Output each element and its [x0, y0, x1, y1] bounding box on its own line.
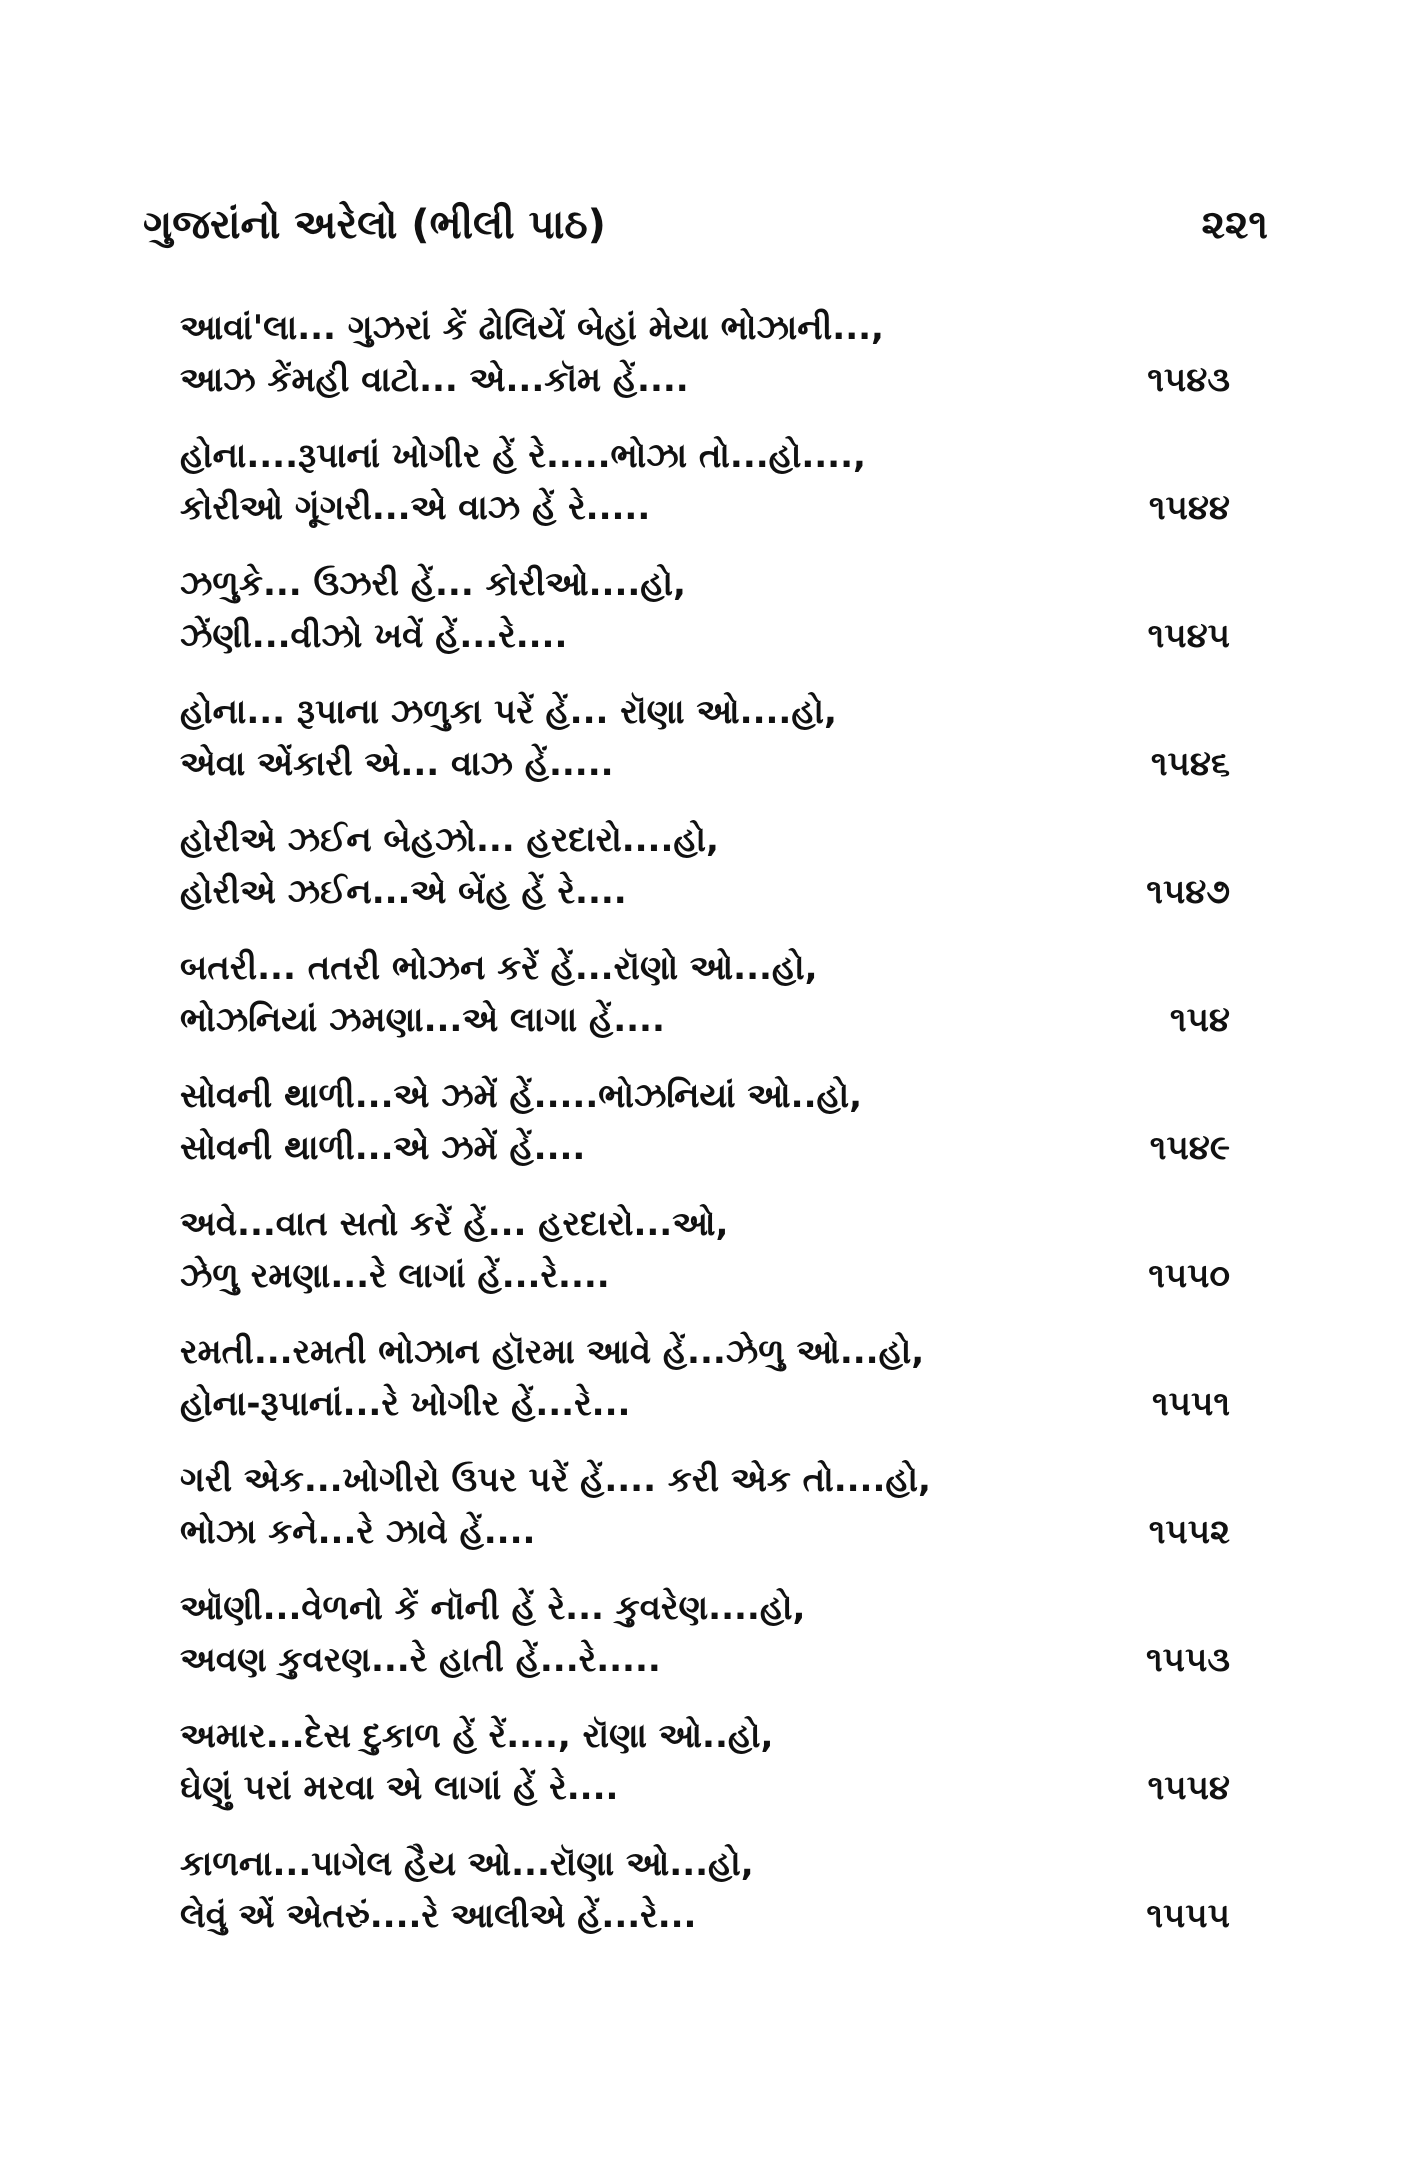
verse-line: હોના-રૂપાનાં...રે ખોગીર હેં...રે...	[180, 1384, 631, 1424]
verse-line: રમતી...રમતી ભોઝાન હૉરમા આવે હેં...ઝેળુ ઓ...હો,	[180, 1332, 925, 1372]
stanza	[180, 686, 1230, 814]
stanza	[180, 302, 1230, 430]
verse-line: સોવની થાળી...એ ઝમેં હેં.....ભોઝનિયાં ઓ..હો,	[180, 1076, 863, 1116]
verse-line: ઝળુકે... ઉઝરી હેં... કોરીઓ....હો,	[180, 564, 686, 604]
verse-number: ૧૫૫૦	[1148, 1256, 1230, 1296]
stanza	[180, 1582, 1230, 1710]
verse-line: હોરીએ ઝઈન...એ બેંહ હેં રે....	[180, 872, 627, 912]
verse-line: બતરી... તતરી ભોઝન કરેં હેં...રૉણો ઓ...હો,	[180, 948, 818, 988]
verse-number: ૧૫૪૯	[1149, 1128, 1230, 1168]
verse-number: ૧૫૪૩	[1147, 360, 1230, 400]
verse-line: હોરીએ ઝઈન બેહઝો... હરદારો....હો,	[180, 820, 719, 860]
page-number: ૨૨૧	[1201, 202, 1268, 248]
verse-number: ૧૫૫૪	[1147, 1768, 1230, 1808]
verse-line: કાળના...પાગેલ હૈય ઓ...રૉણા ઓ...હો,	[180, 1844, 754, 1884]
verse-line: આવાં'લા... ગુઝરાં કેં ઢોલિયેં બેહાં મેયા ભોઝાની...,	[180, 308, 884, 348]
verse-line: ગરી એક...ખોગીરો ઉપર પરેં હેં.... કરી એક તો....હો,	[180, 1460, 931, 1500]
stanza	[180, 1070, 1230, 1198]
stanza	[180, 430, 1230, 558]
verse-number: ૧૫૪૬	[1150, 744, 1230, 784]
verse-number: ૧૫૫૩	[1146, 1640, 1230, 1680]
verse-line: ભોઝનિયાં ઝમણા...એ લાગા હેં....	[180, 1000, 665, 1040]
verse-number: ૧૫૫૫	[1146, 1896, 1230, 1936]
verse-number: ૧૫૫૧	[1152, 1384, 1230, 1424]
verse-line: ઝેંણી...વીઝો ખવેં હેં...રે....	[180, 616, 568, 656]
verse-number: ૧૫૫૨	[1148, 1512, 1230, 1552]
verse-line: સોવની થાળી...એ ઝમેં હેં....	[180, 1128, 586, 1168]
verse-line: કોરીઓ ગૂંગરી...એ વાઝ હેં રે.....	[180, 488, 651, 528]
stanza	[180, 942, 1230, 1070]
stanza	[180, 558, 1230, 686]
stanza	[180, 814, 1230, 942]
stanza	[180, 1710, 1230, 1838]
running-header	[143, 195, 1268, 255]
verse-line: અવે...વાત સતો કરેં હેં... હરદારો...ઓ,	[180, 1204, 729, 1244]
verse-number: ૧૫૪૭	[1146, 872, 1230, 912]
verse-number: ૧૫૪૫	[1147, 616, 1230, 656]
verse-line: ઘેણું પરાં મરવા એ લાગાં હેં રે....	[180, 1768, 619, 1808]
stanza	[180, 1198, 1230, 1326]
stanza	[180, 1454, 1230, 1582]
verse-line: ભોઝા કને...રે ઝાવે હેં....	[180, 1512, 536, 1552]
verse-line: હોના....રૂપાનાં ખોગીર હેં રે.....ભોઝા તો...હો....,	[180, 436, 866, 476]
verse-line: લેવું એં એતરું....રે આલીએ હેં...રે...	[180, 1896, 697, 1936]
verse-line: ઝેળુ રમણા...રે લાગાં હેં...રે....	[180, 1256, 610, 1296]
verse-line: અમાર...દેસ દુકાળ હેં રેં...., રૉણા ઓ..હો,	[180, 1716, 774, 1756]
verse-line: અવણ કુવરણ...રે હાતી હેં...રે.....	[180, 1640, 661, 1680]
verse-line: આઝ કેંમહી વાટો... એ...કૉમ હેં....	[180, 360, 689, 400]
verse-list	[180, 302, 1230, 1966]
verse-line: હોના... રૂપાના ઝળુકા પરેં હેં... રૉણા ઓ....હો,	[180, 692, 837, 732]
verse-number: ૧૫૪૪	[1148, 488, 1230, 528]
verse-line: એવા એંકારી એ... વાઝ હેં.....	[180, 744, 614, 784]
verse-number: ૧૫૪	[1169, 1000, 1230, 1040]
stanza	[180, 1326, 1230, 1454]
verse-line: ઑણી...વેળનો કેં નૉની હેં રે... કુવરેણ....હો,	[180, 1588, 806, 1628]
chapter-title: ગુજરાંનો અરેલો (ભીલી પાઠ)	[143, 202, 606, 248]
stanza	[180, 1838, 1230, 1966]
